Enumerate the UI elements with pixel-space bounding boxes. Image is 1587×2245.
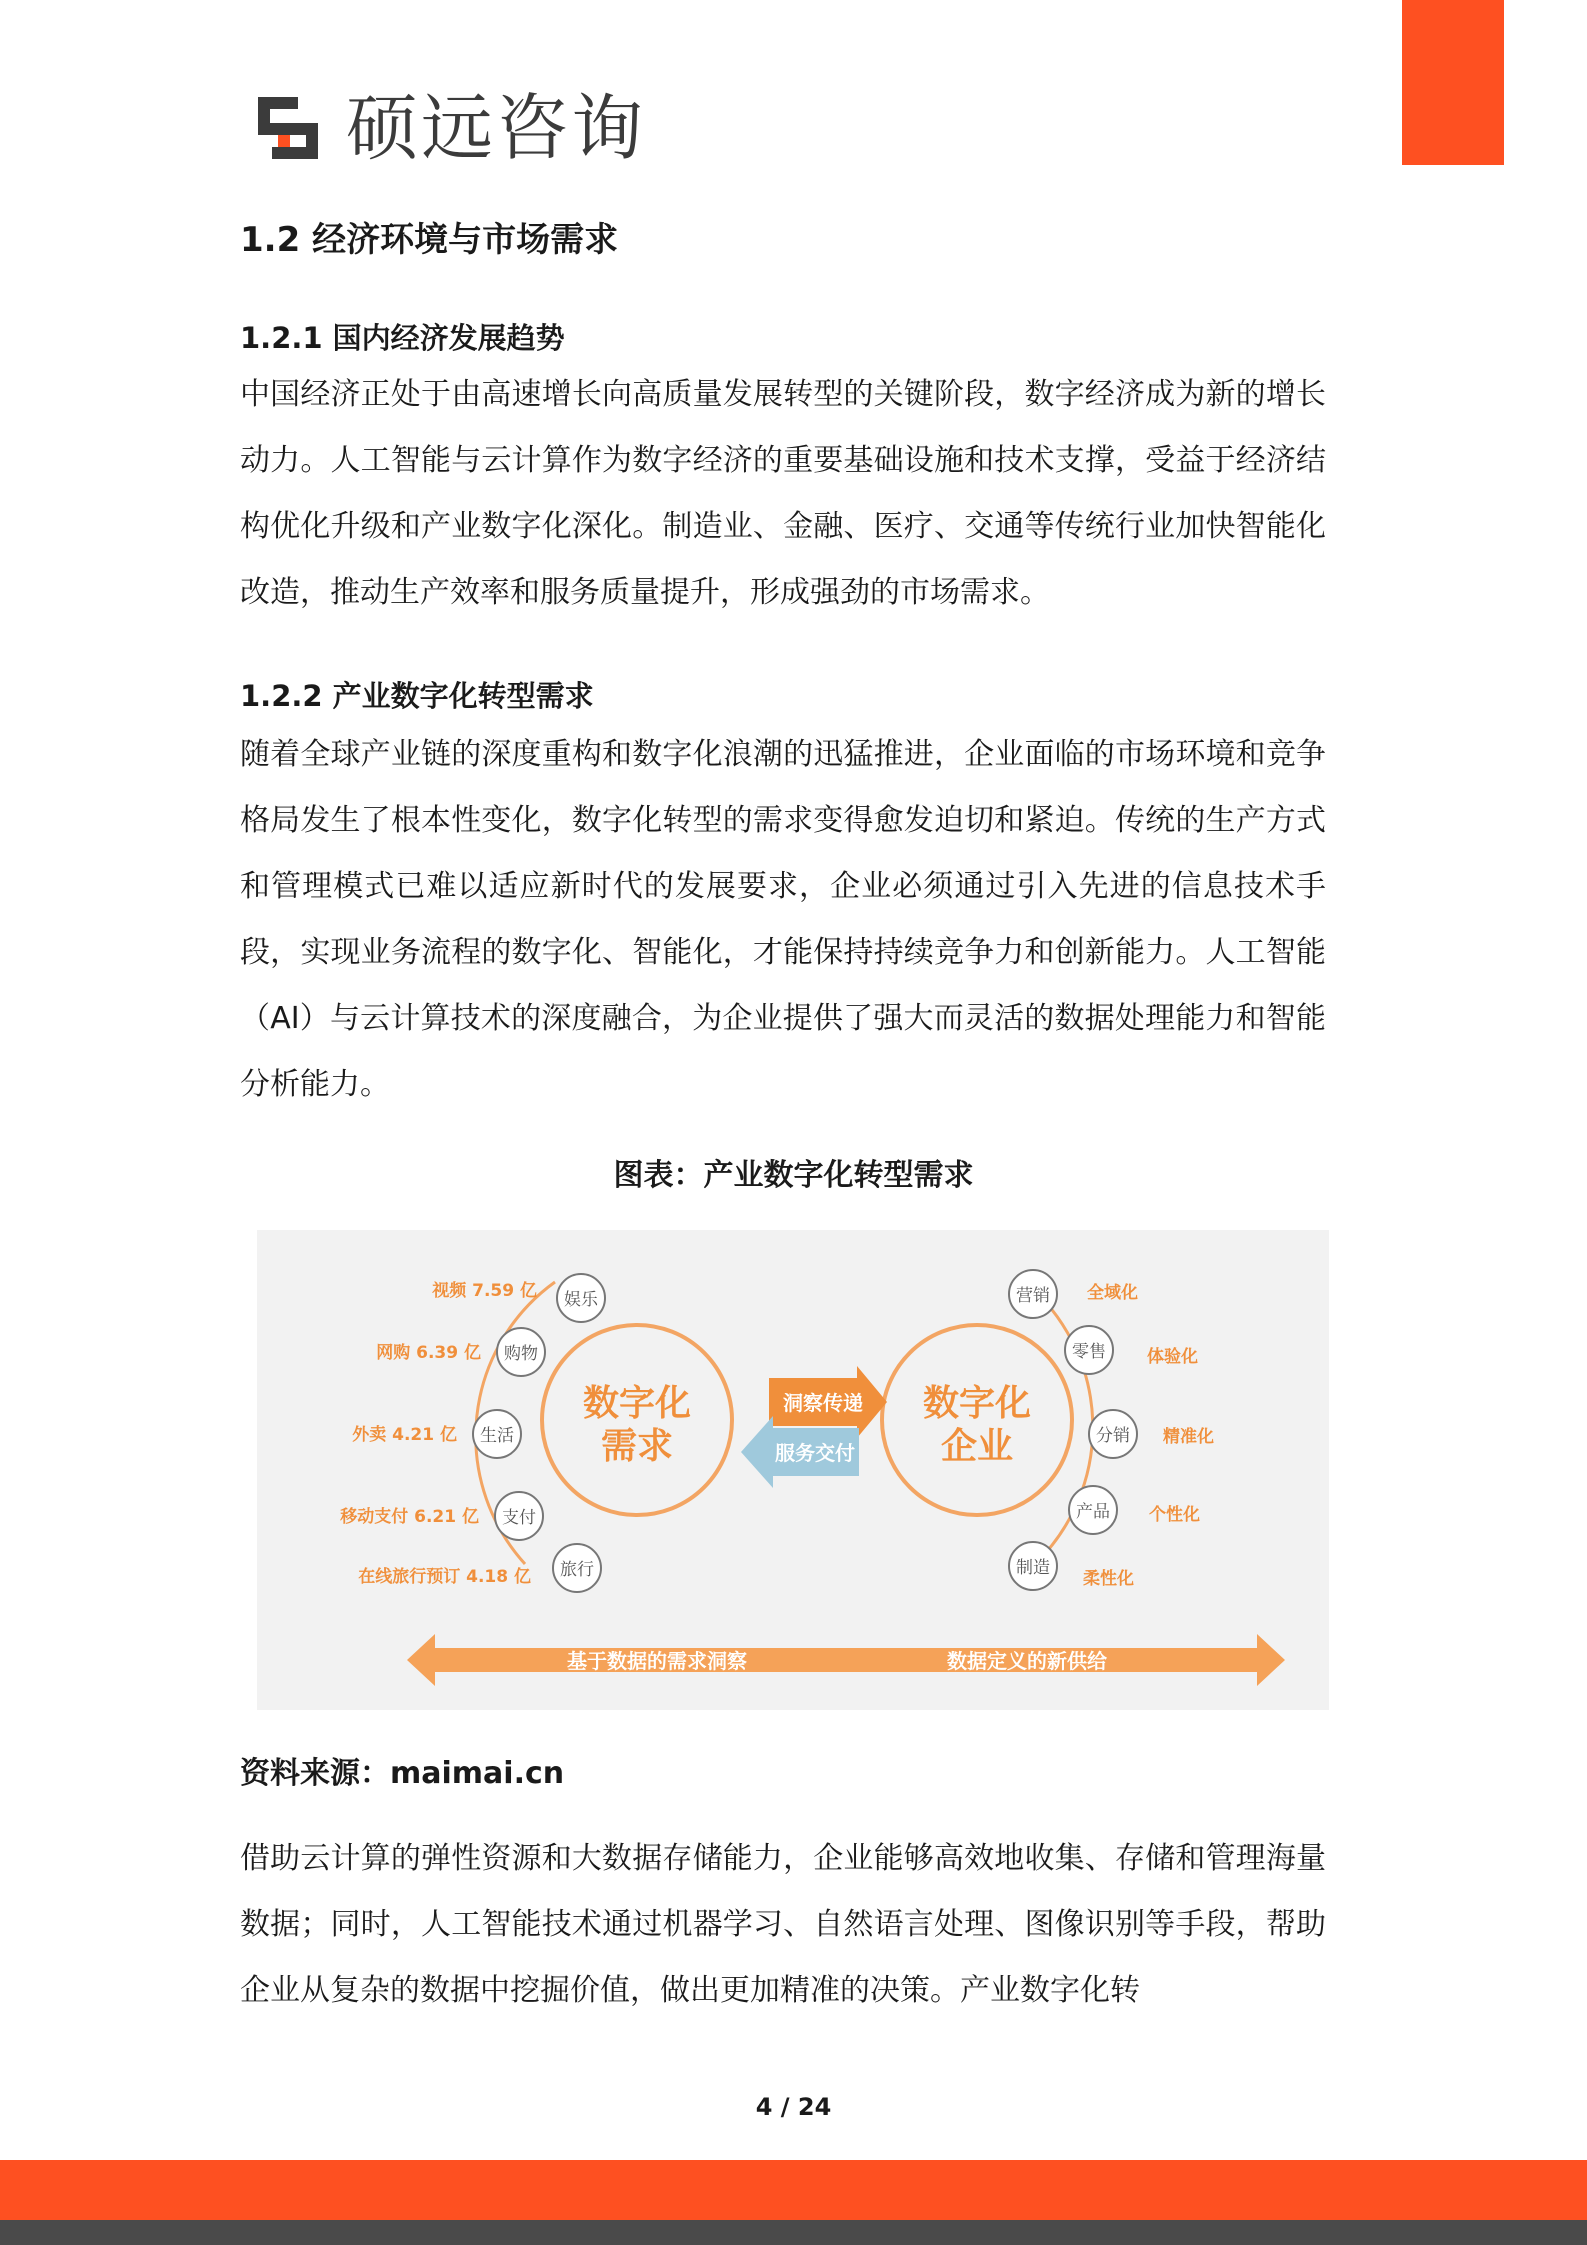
right-node-4-label: 个性化 (1149, 1505, 1200, 1525)
left-node-2-text: 购物 (504, 1344, 538, 1364)
figure-diagram (257, 1230, 1329, 1710)
figure-caption: 图表：产业数字化转型需求 (613, 1158, 974, 1193)
right-node-5-label: 柔性化 (1083, 1569, 1134, 1589)
bottom-left-label: 基于数据的需求洞察 (567, 1649, 747, 1673)
left-node-4 (339, 1492, 543, 1540)
subsection-heading-1: 1.2.1 国内经济发展趋势 (240, 321, 565, 355)
left-node-2-label: 网购 6.39 亿 (376, 1343, 481, 1363)
left-circle-line1: 数字化 (582, 1383, 692, 1424)
left-circle-line2: 需求 (600, 1426, 674, 1467)
right-node-5-text: 制造 (1016, 1558, 1050, 1578)
right-node-3 (1089, 1410, 1214, 1458)
brand-logo-text: 硕远咨询 (346, 86, 647, 170)
right-node-1-label: 全域化 (1087, 1283, 1138, 1303)
right-circle-line1: 数字化 (922, 1383, 1032, 1424)
right-node-1-text: 营销 (1016, 1286, 1050, 1306)
subsection-heading-2: 1.2.2 产业数字化转型需求 (240, 679, 594, 713)
subsection-1-paragraph: 中国经济正处于由高速增长向高质量发展转型的关键阶段，数字经济成为新的增长动力。人工智能与云计算作为数字经济的重要基础设施和技术支撑，受益于经济结构优化升级和产业数字化深化。制造业、金融、医疗、交通等传统行业加快智能化改造，推动生产效率和服务质量提升，形成强劲的市场需求。 (240, 377, 1326, 610)
page-number: 4 / 24 (755, 2093, 832, 2121)
left-node-4-label: 移动支付 6.21 亿 (340, 1507, 479, 1527)
right-node-4 (1069, 1486, 1200, 1534)
right-node-2-label: 体验化 (1147, 1347, 1198, 1367)
left-node-3-label: 外卖 4.21 亿 (352, 1425, 457, 1445)
right-node-5 (1009, 1542, 1134, 1590)
left-node-2 (376, 1328, 545, 1376)
section-heading: 1.2 经济环境与市场需求 (240, 220, 619, 260)
figure-source: 资料来源：maimai.cn (240, 1756, 565, 1791)
footer-dark-bar (0, 2220, 1587, 2245)
brand-logo (258, 88, 646, 168)
left-node-5-label: 在线旅行预订 4.18 亿 (358, 1567, 531, 1587)
right-node-2 (1065, 1326, 1198, 1374)
right-circle-line2: 企业 (940, 1426, 1014, 1467)
left-node-4-text: 支付 (502, 1508, 536, 1528)
corner-accent-block (1402, 0, 1504, 165)
left-node-5 (358, 1544, 601, 1592)
left-node-3-text: 生活 (480, 1426, 514, 1446)
arrow-right-label: 洞察传递 (783, 1391, 863, 1415)
brand-mark-icon (258, 91, 332, 165)
left-node-5-text: 旅行 (560, 1560, 594, 1580)
footer-accent-bar (0, 2160, 1587, 2220)
right-node-4-text: 产品 (1076, 1502, 1110, 1522)
left-node-1-text: 娱乐 (564, 1290, 598, 1310)
right-node-1 (1009, 1270, 1138, 1318)
bottom-right-label: 数据定义的新供给 (947, 1649, 1107, 1673)
arrow-left-label: 服务交付 (775, 1441, 855, 1465)
right-node-3-text: 分销 (1096, 1426, 1130, 1446)
right-node-3-label: 精准化 (1163, 1427, 1214, 1447)
right-node-2-text: 零售 (1072, 1342, 1106, 1362)
closing-paragraph: 借助云计算的弹性资源和大数据存储能力，企业能够高效地收集、存储和管理海量数据；同时，人工智能技术通过机器学习、自然语言处理、图像识别等手段，帮助企业从复杂的数据中挖掘价值，做出更加精准的决策。产业数字化转 (240, 1841, 1326, 2008)
subsection-2-paragraph: 随着全球产业链的深度重构和数字化浪潮的迅猛推进，企业面临的市场环境和竞争格局发生了根本性变化，数字化转型的需求变得愈发迫切和紧迫。传统的生产方式和管理模式已难以适应新时代的发展要求，企业必须通过引入先进的信息技术手段，实现业务流程的数字化、智能化，才能保持持续竞争力和创新能力。人工智能（AI）与云计算技术的深度融合，为企业提供了强大而灵活的数据处理能力和智能分析能力。 (240, 737, 1326, 1102)
left-node-3 (352, 1410, 521, 1458)
bottom-double-arrow (407, 1634, 1285, 1686)
left-node-1-label: 视频 7.59 亿 (432, 1281, 537, 1301)
